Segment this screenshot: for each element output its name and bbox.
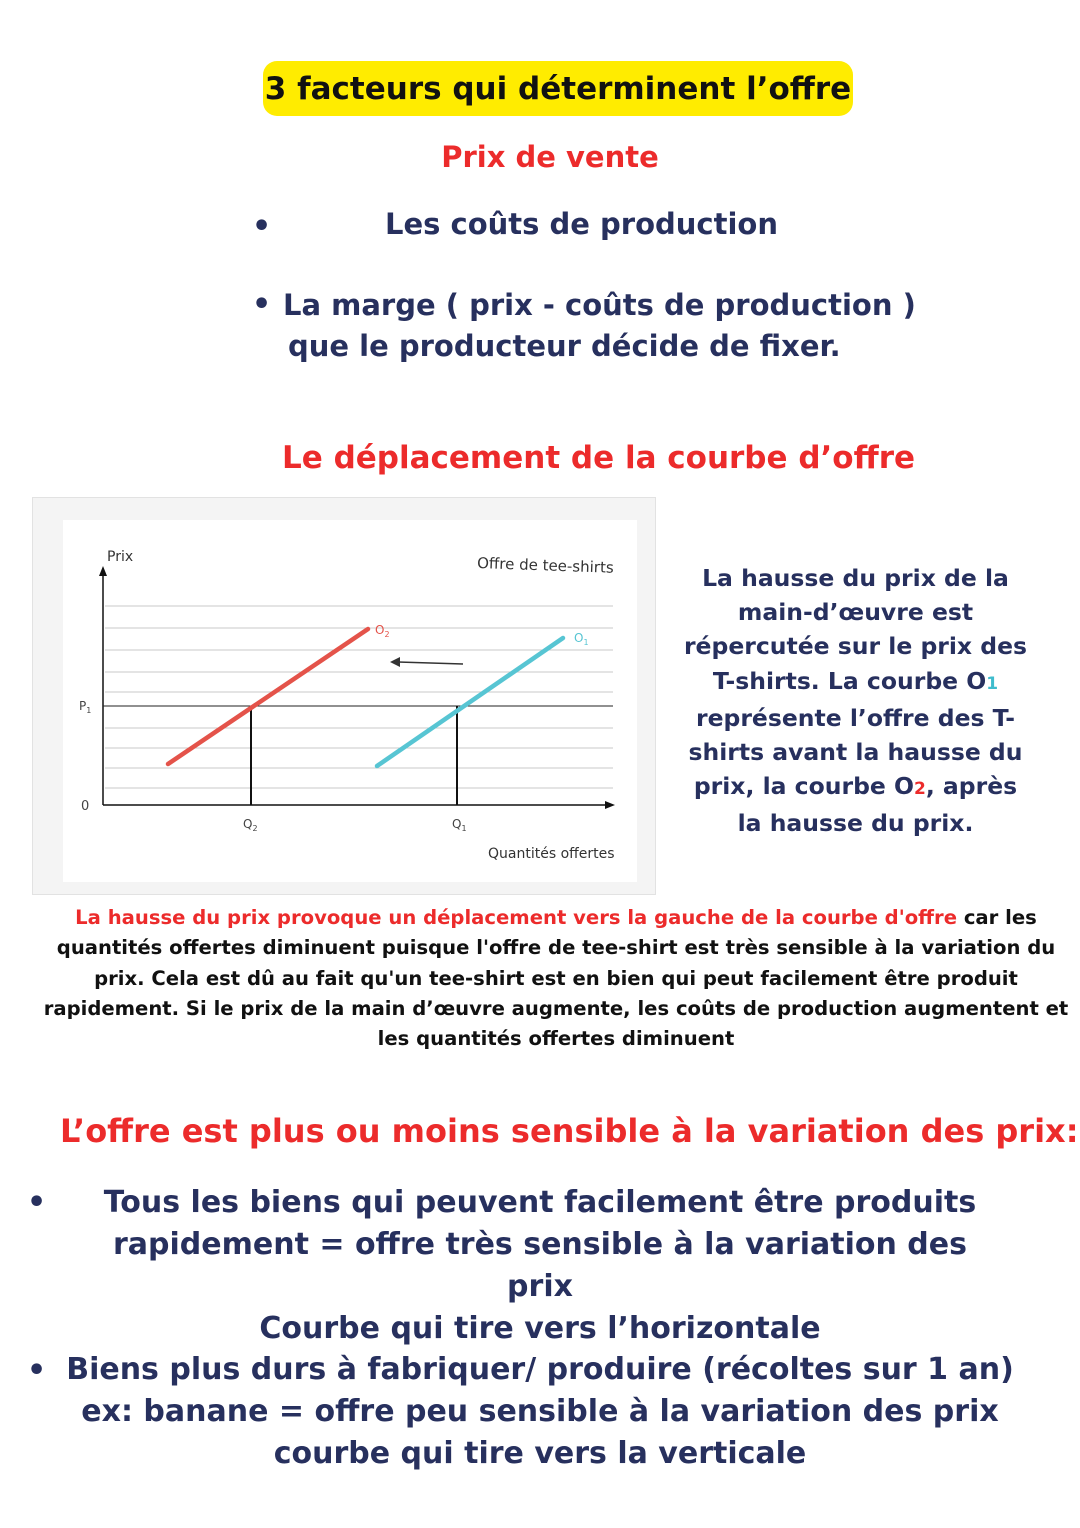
bullet-icon: • [252, 209, 272, 244]
paragraph-rest: car les quantités offertes diminuent puisque l'offre de tee-shirt est très sensible à la variation du prix. Cela est dû au fait qu'un tee-shirt est en bien qui peut facilement être produit rapidement. Si le prix de la main d’œuvre augmente, les coûts de production augmentent et les quantités offertes diminuent [43, 906, 1069, 1051]
paragraph-highlight: La hausse du prix provoque un déplacement vers la gauche de la courbe d'offre [75, 906, 957, 929]
bullet-icon: • [27, 1353, 47, 1388]
explanation-text-1: La hausse du prix de la main-d’œuvre est répercutée sur le prix des T-shirts. La courbe O [683, 564, 1028, 695]
elastic-line-2: rapidement = offre très sensible à la variation des prix [113, 1227, 967, 1304]
inelastic-line-2: ex: banane = offre peu sensible à la variation des prix [81, 1394, 999, 1429]
inelastic-line-3: courbe qui tire vers la verticale [273, 1436, 807, 1471]
shift-paragraph [30, 903, 1080, 1054]
factor-margin-line1: La marge ( prix - coûts de production ) [283, 288, 916, 322]
elastic-line-1: Tous les biens qui peuvent facilement être produits [103, 1185, 977, 1220]
series-label-o2: $O_2$ [375, 623, 390, 639]
title-badge [263, 61, 853, 116]
series-label-o1: $O_1$ [574, 631, 589, 647]
supply-chart [32, 497, 656, 895]
series-line-o1 [377, 638, 563, 766]
series-line-o2 [168, 629, 368, 764]
section-title: Le déplacement de la courbe d’offre [282, 440, 916, 476]
sensitivity-title: L’offre est plus ou moins sensible à la variation des prix: [60, 1112, 1079, 1150]
page-title: 3 facteurs qui déterminent l’offre [264, 70, 852, 107]
bullet-icon: • [27, 1185, 47, 1220]
bullet-icon: • [252, 287, 272, 322]
explanation-text-2: représente l’offre des T-shirts avant la hausse du prix, la courbe O [688, 703, 1023, 801]
chart-title: Offre de tee-shirts [476, 554, 615, 577]
shift-arrow-head [390, 657, 400, 667]
q1-tick-label: $Q_1$ [452, 817, 467, 833]
y-axis-arrow [99, 566, 107, 576]
elastic-line-3: Courbe qui tire vers l’horizontale [259, 1311, 821, 1346]
inelastic-line-1: Biens plus durs à fabriquer/ produire (récoltes sur 1 an) [66, 1352, 1014, 1387]
explanation-text-3: , après la hausse du prix. [737, 772, 1018, 838]
shift-arrow [398, 662, 463, 664]
origin-label: 0 [81, 799, 90, 814]
chart-explanation [683, 561, 1028, 841]
q2-tick-label: $Q_2$ [243, 817, 258, 833]
factor-price: Prix de vente [441, 140, 659, 174]
sensitivity-item-elastic [80, 1182, 1000, 1350]
factor-margin-line2: que le producteur décide de fixer. [288, 329, 841, 363]
x-axis-label: Quantités offertes [488, 846, 615, 862]
y-axis-label: Prix [107, 549, 134, 565]
chart-svg [33, 498, 655, 894]
factor-margin [283, 285, 916, 367]
factor-costs: Les coûts de production [385, 207, 778, 241]
x-axis-arrow [605, 801, 615, 809]
sensitivity-item-inelastic [60, 1349, 1020, 1475]
explanation-sub-2: 2 [913, 779, 926, 800]
price-tick-label: $P_1$ [79, 699, 92, 715]
explanation-sub-1: 1 [986, 673, 999, 694]
